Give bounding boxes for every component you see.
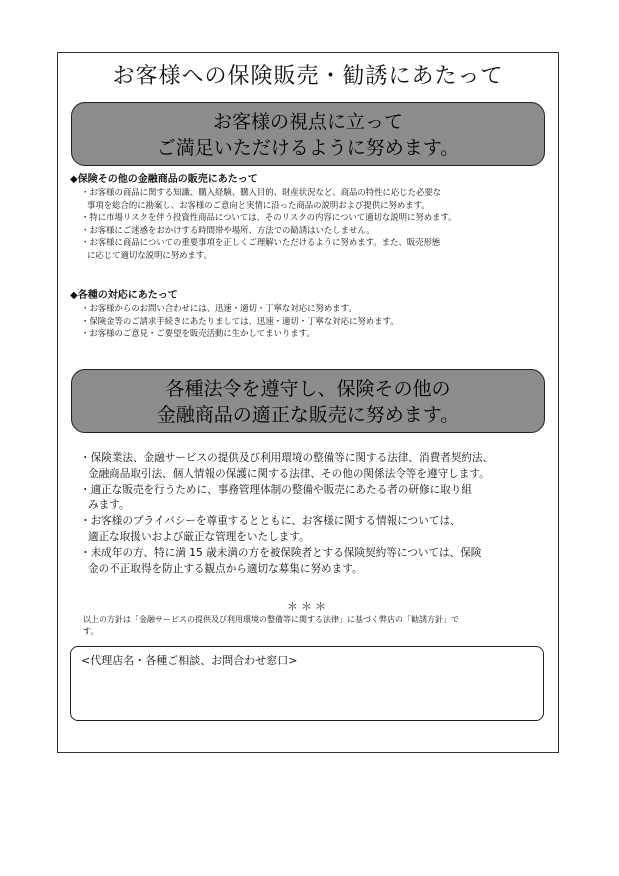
list-item: ・保険業法、金融サービスの提供及び利用環境の整備等に関する法律、消費者契約法、 金融商品取引法、個人情報の保護に関する法律、その他の関係法令等を遵守します。 — [80, 452, 494, 480]
banner-line: お客様の視点に立って — [212, 111, 403, 133]
document-frame — [57, 52, 559, 753]
list-item: ・適正な販売を行うために、事務管理体制の整備や販売にあたる者の研修に取り組 みます。 — [80, 483, 472, 512]
banner-line: 金融商品の適正な販売に努めます。 — [156, 404, 460, 426]
response-policy-section — [70, 289, 548, 340]
section-heading: ◆各種の対応にあたって — [70, 290, 178, 301]
contact-box — [70, 646, 544, 721]
list-item: ・お客様のご意見・ご要望を販売活動に生かしてまいります。 — [81, 328, 315, 338]
list-item: ・お客様の商品に関する知識、購入経験、購入目的、財産状況など、商品の特性に応じた必要な 事項を総合的に勘案し、お客様のご意向と実情に沿った商品の説明および提供に努めます。 — [81, 187, 442, 210]
list-item: ・お客様にご迷惑をおかけする時間帯や場所、方法での勧誘はいたしません。 — [81, 224, 375, 235]
banner-line: 各種法令を遵守し、保険その他の — [165, 378, 451, 400]
compliance-banner — [71, 369, 545, 433]
separator-stars: ＊＊＊ — [287, 600, 329, 613]
list-item: ・お客様からのお問い合わせには、迅速・適切・丁寧な対応に努めます。 — [81, 303, 357, 313]
list-item: ・お客様のプライバシーを尊重するとともに、お客様に関する情報については、 適正な取扱いおよび厳正な管理をいたします。 — [80, 515, 461, 543]
list-item: ・特に市場リスクを伴う投資性商品については、そのリスクの内容について適切な説明に努めます。 — [81, 212, 457, 222]
response-policy-list — [70, 302, 548, 340]
contact-box-label: <代理店名・各種ご相談、お問合わせ窓口> — [81, 654, 298, 667]
banner-line: ご満足いただけるように努めます。 — [156, 137, 460, 159]
compliance-list — [80, 451, 550, 577]
list-item: ・未成年の方、特に満 15 歳未満の方を被保険者とする保険契約等については、保険 金の不正取得を防止する観点から適切な募集に努めます。 — [80, 546, 482, 575]
sales-policy-list — [70, 186, 548, 261]
list-item: ・保険金等のご請求手続きにあたりましては、迅速・適切・丁寧な対応に努めます。 — [81, 315, 399, 326]
sales-policy-section — [70, 173, 548, 261]
customer-commitment-banner — [71, 102, 545, 166]
page-title: お客様への保険販売・勧誘にあたって — [112, 64, 504, 89]
section-heading: ◆保険その他の金融商品の販売にあたって — [70, 174, 258, 185]
policy-note: 以上の方針は「金融サービスの提供及び利用環境の整備等に関する法律」に基づく弊店の「勧誘方針」で す。 — [83, 615, 459, 636]
list-item: ・お客様に商品についての重要事項を正しくご理解いただけるように努めます。また、販売形態 に応じて適切な説明に努めます。 — [81, 237, 441, 260]
